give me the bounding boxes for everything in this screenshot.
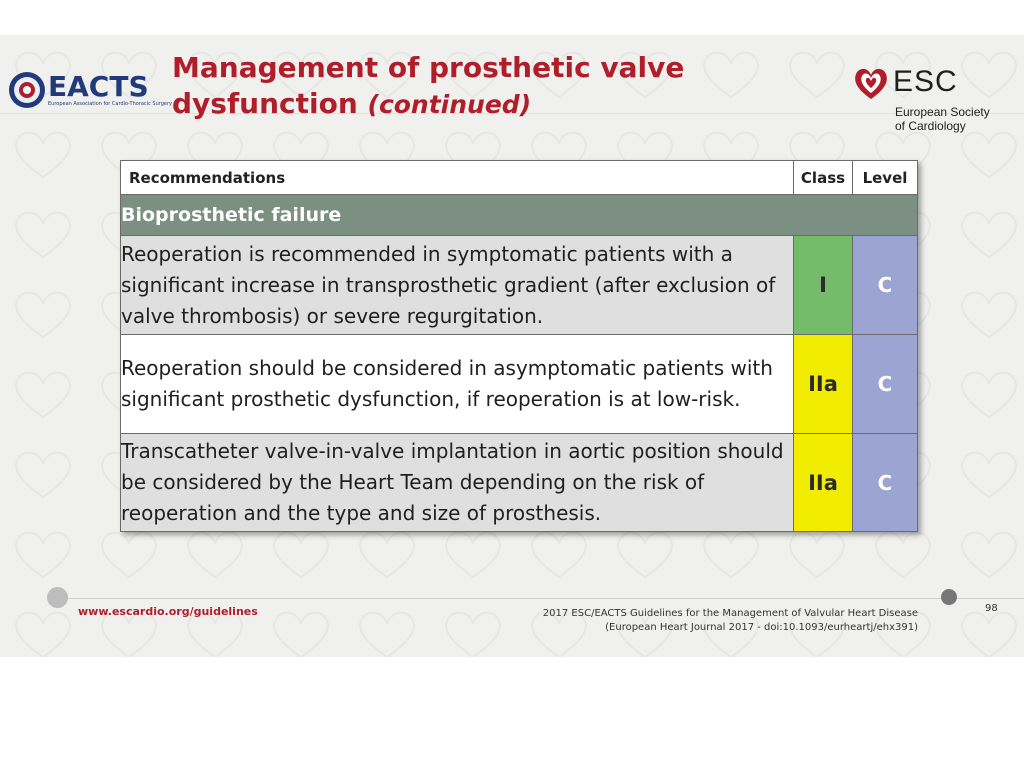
section-row (121, 195, 918, 236)
recommendation-text: Reoperation is recommended in symptomatic patients with a significant increase in transprosthetic gradient (after exclusion of valve thrombosis) or severe regurgitation. (121, 236, 794, 335)
level-cell: C (853, 335, 918, 434)
level-cell: C (853, 434, 918, 532)
class-cell: I (794, 236, 853, 335)
title-suffix: (continued) (367, 90, 532, 119)
esc-heart-icon (852, 64, 890, 102)
table-header-row (121, 161, 918, 195)
page-number: 98 (985, 603, 998, 614)
footer-right-dot (941, 589, 957, 605)
esc-logo-subtitle (895, 105, 990, 133)
class-cell: IIa (794, 335, 853, 434)
footer-divider (56, 598, 1024, 599)
esc-logo-text: ESC (893, 65, 958, 98)
slide (0, 35, 1024, 657)
class-cell: IIa (794, 434, 853, 532)
citation-line1: 2017 ESC/EACTS Guidelines for the Management of Valvular Heart Disease (542, 608, 918, 619)
section-title: Bioprosthetic failure (121, 195, 918, 236)
table-row (121, 434, 918, 532)
header-class: Class (794, 161, 853, 195)
footer-left-dot (47, 587, 68, 608)
header-recommendations: Recommendations (121, 161, 794, 195)
recommendations-table (120, 160, 918, 532)
title-main: Management of prosthetic valve dysfunction (172, 51, 685, 120)
esc-subtitle-line1: European Society (895, 105, 990, 119)
table-row (121, 335, 918, 434)
eacts-seal-icon (8, 71, 46, 109)
header-level: Level (853, 161, 918, 195)
page-title (172, 50, 772, 123)
recommendation-text: Reoperation should be considered in asymptomatic patients with significant prosthetic dysfunction, if reoperation is at low-risk. (121, 335, 794, 434)
eacts-logo-text: EACTS (48, 70, 149, 103)
eacts-logo-subtitle: European Association for Cardio-Thoracic Surgery (48, 101, 172, 107)
esc-subtitle-line2: of Cardiology (895, 119, 966, 133)
table-row (121, 236, 918, 335)
footer-citation (470, 607, 918, 635)
citation-line2: (European Heart Journal 2017 - doi:10.1093/eurheartj/ehx391) (605, 622, 918, 633)
footer-url-link[interactable]: www.escardio.org/guidelines (78, 605, 258, 618)
recommendation-text: Transcatheter valve-in-valve implantation in aortic position should be considered by the Heart Team depending on the risk of reoperation and the type and size of prosthesis. (121, 434, 794, 532)
level-cell: C (853, 236, 918, 335)
